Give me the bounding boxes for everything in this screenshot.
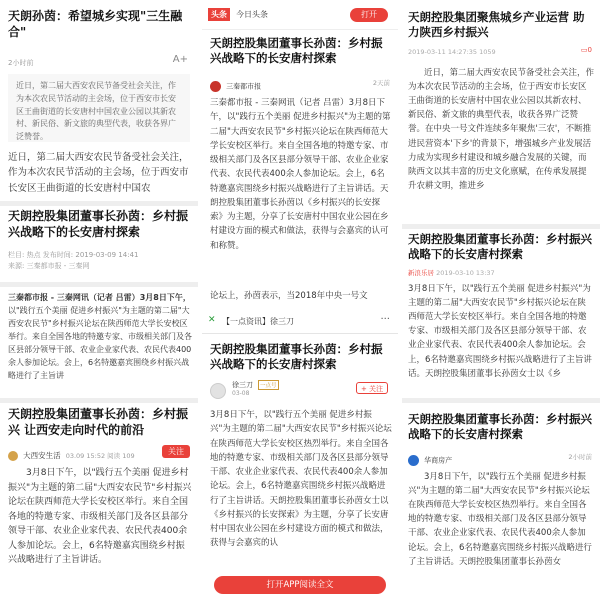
author-badge: 一点号: [258, 380, 279, 390]
more-icon[interactable]: ···: [380, 314, 390, 325]
article-paragraph: [8, 292, 192, 398]
article-title[interactable]: 天朗控股集团董事长孙茵：乡村振兴战略下的长安唐村探索: [8, 209, 189, 240]
divider: [0, 282, 198, 287]
article-title[interactable]: 天朗控股集团董事长孙茵：乡村振兴 让西安走向时代的前沿: [8, 407, 189, 438]
publish-time: 03-08: [232, 390, 250, 397]
article-paragraph: 3月8日下午，以"践行五个美丽 促进乡村振兴"为主题的第二届"大西安农民节"乡村振兴论坛在陕西师范大学长安校区举行。来自全国各地的特邀专家、市级相关部门及各区县部分领导干部、农业企业家代表、农民代表400余人参加论坛。会上，6名特邀嘉宾围绕乡村振兴战略进行了主旨讲话。: [8, 468, 192, 566]
divider: [0, 398, 198, 403]
follow-button[interactable]: 关注: [162, 445, 190, 458]
comment-count-value: 0: [587, 46, 592, 54]
article-paragraph: 3月8日下午，以"践行五个美丽 促进乡村振兴"为主题的第二届"大西安农民节"乡村振兴论坛在陕西师范大学长安校区热烈举行。来自全国各地的特邀专家、市级相关部门及各区县部分领导干部、农业企业家代表、农民代表400余人参加论坛。会上，6名特邀嘉宾围绕乡村振兴战略进行了主旨讲话。天朗控股集团董事长孙茵女士以《乡村振兴的长安探索》为主题，分享了长安唐村中国农业公园在乡村建设方面的模式和做法，获得与会嘉宾的认: [210, 410, 392, 549]
author-name[interactable]: 华商房产: [424, 456, 453, 465]
article-source: 来源: 三秦都市报 - 三秦网: [8, 262, 90, 270]
article-title[interactable]: 天朗控股集团董事长孙茵：乡村振兴战略下的长安唐村探索: [210, 36, 383, 66]
article-paragraph: 论坛上，孙茵表示，当2018年中央一号文: [210, 291, 368, 301]
app-name: 今日头条: [236, 10, 268, 19]
article-title[interactable]: 天朗控股集团董事长孙茵：乡村振兴战略下的长安唐村探索: [210, 342, 383, 372]
publish-time: 2小时前: [568, 453, 592, 461]
comment-icon: ▭: [580, 46, 588, 54]
avatar[interactable]: [210, 383, 226, 399]
publish-time: 2019-03-10 13:37: [436, 269, 495, 277]
author-name[interactable]: 徐三刀: [232, 381, 253, 389]
article-meta: 03.09 15:52 阅读 109: [65, 452, 135, 460]
publish-time: 2天前: [372, 79, 390, 87]
screenshot-panel-2: [202, 0, 398, 600]
divider: [402, 224, 600, 229]
article-paragraph: 3月8日下午，以"践行五个美丽 促进乡村振兴"为主题的第二届"大西安农民节"乡村振兴论坛在陕西师范大学长安校区热烈举行。来自全国各地的特邀专家、市级相关部门及各区县部分领导干部、农业企业家代表、农民代表400余人参加论坛。会上，6名特邀嘉宾围绕乡村振兴战略进行了主旨讲话。天朗控股集团董事长孙茵女: [408, 472, 592, 567]
read-full-button[interactable]: 打开APP阅读全文: [214, 576, 386, 594]
author-row: [408, 450, 594, 464]
article-title[interactable]: 天朗控股集团董事长孙茵：乡村振兴战略下的长安唐村探索: [408, 412, 592, 442]
comment-count[interactable]: [581, 46, 592, 54]
article-title[interactable]: 天朗控股集团聚焦城乡产业运营 助力陕西乡村振兴: [408, 10, 585, 40]
article-paragraph: 3月8日下午，以"践行五个美丽 促进乡村振兴"为主题的第二届"大西安农民节"乡村振兴论坛在陕西师范大学长安校区举行。来自全国各地的特邀专家、市级相关部门及各区县部分领导干部、农业企业家代表、农民代表400余人参加论坛。会上，6名特邀嘉宾围绕乡村振兴战略进行了主旨讲话。天朗控股集团董事长孙茵女士以《乡: [408, 284, 592, 379]
article-title[interactable]: 天朗孙茵：希望城乡实现"三生融合": [8, 9, 183, 40]
font-size-icon[interactable]: A+: [172, 54, 188, 65]
lead-body: 以"践行五个美丽 促进乡村振兴"为主题的第二届"大西安农民节"乡村振兴论坛在陕西师范大学长安校区举行。来自全国各地的特邀专家、市级相关部门及各区县部分领导干部、农业企业家代表、农民代表400余人参加论坛。会上，6名特邀嘉宾围绕乡村振兴战略进行了主旨讲: [8, 305, 192, 380]
article-summary: 近日，第二届大西安农民节备受社会关注，作为本次农民节活动的主会场，位于西安市长安区王曲街道的长安唐村中国农业公园以其新农村、新民俗、新文旅的典型代表，收获各界广泛赞誉。: [8, 74, 190, 142]
open-app-button[interactable]: 打开: [350, 8, 388, 22]
divider: [402, 398, 600, 403]
screenshot-panel-3: [402, 0, 600, 600]
article-source[interactable]: 新浪乐居: [408, 269, 434, 277]
article-meta: [408, 268, 495, 277]
lead-date: 3月8日下午，: [139, 293, 191, 302]
article-meta: 2019-03-11 14:27:35 1059: [408, 48, 496, 56]
article-paragraph: 近日，第二届大西安农民节备受社会关注，作为本次农民节活动的主会场，位于西安市长安区王曲街道的长安唐村中国农业公园以其新农村、新民俗、新文旅的典型代表，收获各界广泛赞誉。在中央一号文件连续多年聚焦'三农'，不断推进民营资本'下乡'的背景下，增强城乡产业发展活力成为实现乡村建设和城乡融合发展的关键，而陕西文以其丰富的历史文化禀赋，在传承发展提升农耕文明，推进乡: [408, 68, 594, 191]
article-paragraph: 近日，第二届大西安农民节备受社会关注，作为本次农民节活动的主会场，位于西安市长安区王曲街道的长安唐村中国农: [8, 152, 189, 194]
fade-overlay: [202, 548, 398, 578]
avatar[interactable]: [210, 81, 221, 92]
avatar[interactable]: [8, 451, 18, 461]
author-name[interactable]: 三秦都市报: [226, 82, 262, 91]
app-header: [202, 308, 398, 334]
author-row: [210, 380, 392, 404]
app-header: [202, 0, 398, 30]
app-name: 【一点资讯】徐三刀: [222, 317, 294, 326]
screenshot-panel-1: [0, 0, 198, 600]
article-meta: 栏目: 热点 发布时间: 2019-03-09 14:41: [8, 251, 139, 259]
divider: [0, 201, 198, 206]
article-title[interactable]: 天朗控股集团董事长孙茵：乡村振兴战略下的长安唐村探索: [408, 232, 592, 262]
close-icon[interactable]: ✕: [208, 315, 216, 325]
toutiao-logo: 头条: [208, 8, 230, 21]
publish-time: 2小时前: [8, 59, 34, 67]
avatar[interactable]: [408, 455, 419, 466]
author-name[interactable]: 大西安生活: [23, 451, 61, 460]
author-row: [210, 76, 392, 90]
follow-button[interactable]: + 关注: [356, 382, 388, 394]
article-paragraph: 三秦都市报 - 三秦网讯（记者 吕雷）3月8日下午，以"践行五个美丽 促进乡村振兴"为主题的第二届"大西安农民节"乡村振兴论坛在陕西师范大学长安校区举行。来自全国各地的特邀专家、市级相关部门及各区县部分领导干部、农业企业家代表、农民代表400余人参加论坛。会上，6名特邀嘉宾围绕乡村振兴战略进行了主旨讲话。天朗控股集团董事长孙茵以《乡村振兴的长安探索》为主题，分享了长安唐村中国农业公园在乡村建设方面的模式和做法，获得与会嘉宾的认可和称赞。: [210, 98, 391, 251]
lead-source: 三秦都市报 - 三秦网讯（记者 吕雷）: [8, 293, 140, 302]
